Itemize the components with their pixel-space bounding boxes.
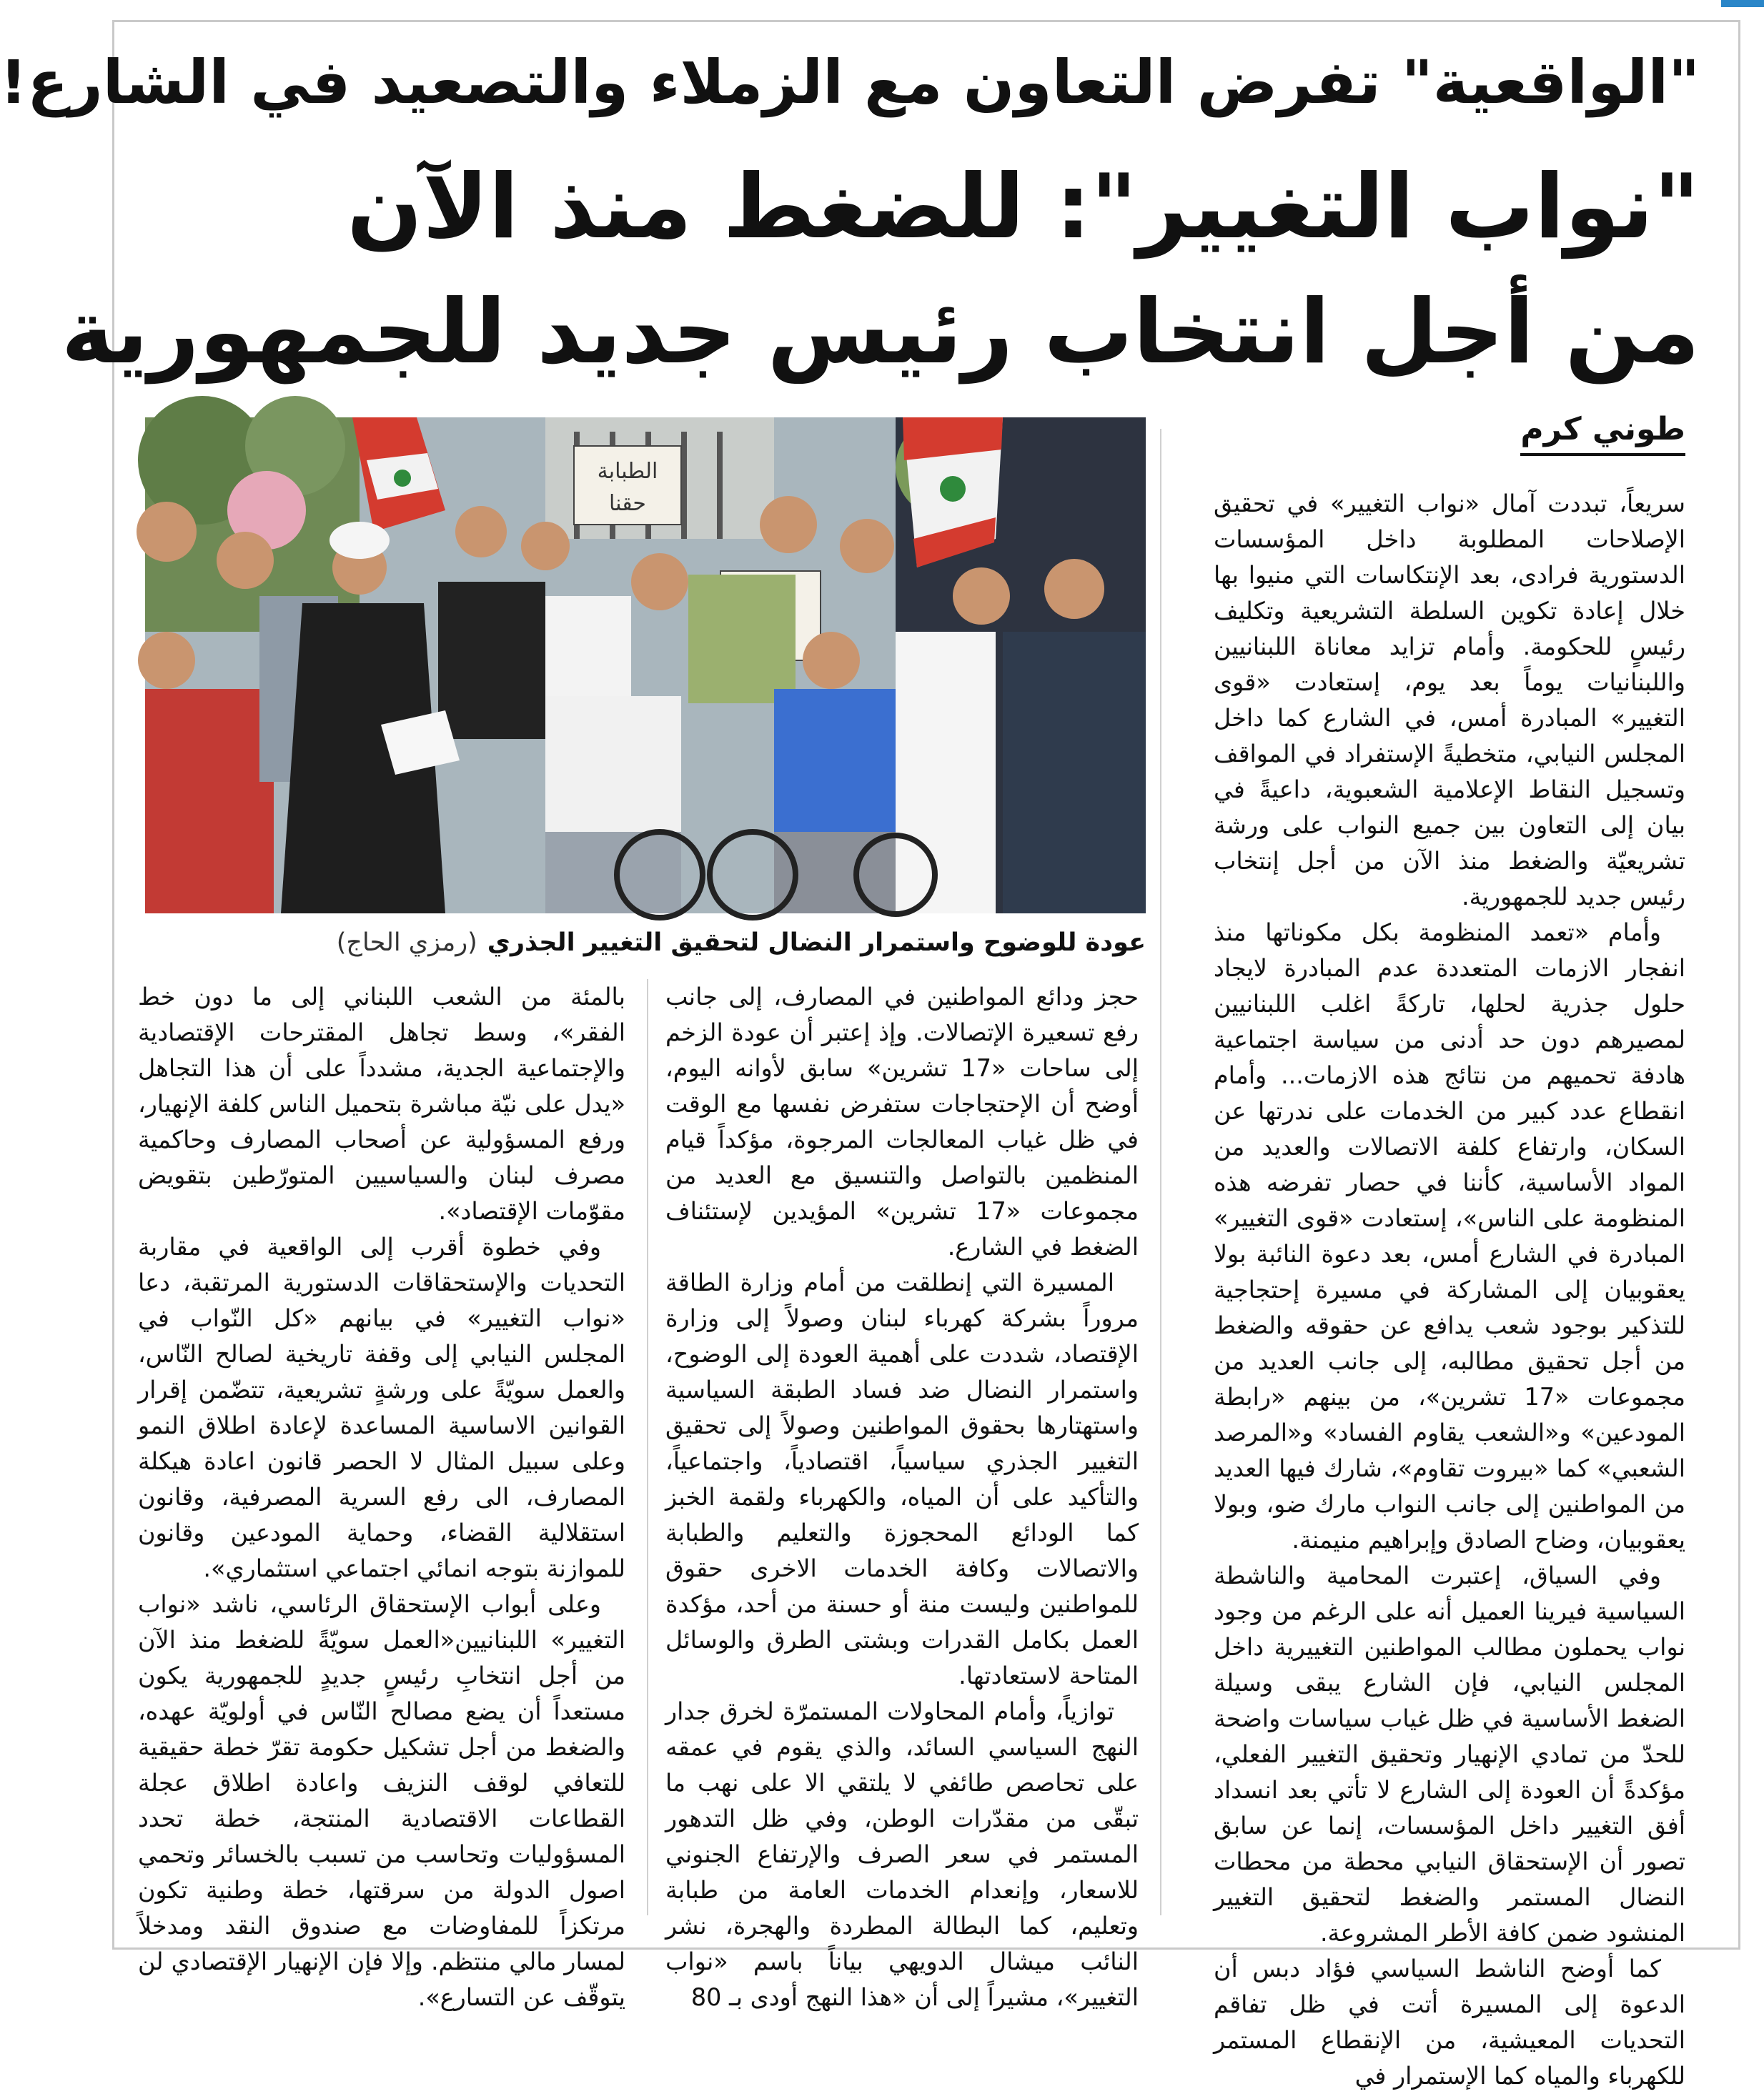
article-column-right bbox=[1214, 486, 1685, 2090]
column-divider-right bbox=[1160, 429, 1161, 1915]
top-accent-bar bbox=[1721, 0, 1764, 7]
paragraph: وأمام «تعمد المنظومة بكل مكوناتها منذ انفجار الازمات المتعددة عدم المبادرة لايجاد حلول جذرية لحلها، تاركةً اغلب اللبنانيين لمصيرهم دون حد أدنى من سياسة اجتماعية هادفة تحميهم من نتائج هذه الازمات... وأمام انقطاع عدد كبير من الخدمات على ندرتها عن السكان، وارتفاع كلفة الاتصالات والعديد من المواد الأساسية، كأننا في حصار تفرضه هذه المنظومة على الناس»، إستعادت «قوى التغيير» المبادرة في الشارع أمس، بعد دعوة النائبة بولا يعقوبيان إلى المشاركة في مسيرة إحتجاجية للتذكير بوجود شعب يدافع عن حقوقه والضغط من أجل تحقيق مطالبه، إلى جانب العديد من مجموعات «17 تشرين»، من بينهم «رابطة المودعين» و«الشعب يقاوم الفساد» و«المرصد الشعبي» كما «بيروت تقاوم»، شارك فيها العديد من المواطنين إلى جانب النواب مارك ضو، وبولا يعقوبيان، وضاح الصادق وإبراهيم منيمنة. bbox=[1214, 918, 1685, 1554]
article-kicker: "الواقعية" تفرض التعاون مع الزملاء والتصعيد في الشارع! bbox=[0, 47, 1700, 117]
sign-healthcare-line1: الطبابة bbox=[597, 459, 658, 484]
paragraph: المسيرة التي إنطلقت من أمام وزارة الطاقة مروراً بشركة كهرباء لبنان وصولاً إلى وزارة الإقتصاد، شددت على أهمية العودة إلى الوضوح، واستمرار النضال ضد فساد الطبقة السياسية واستهتارها بحقوق المواطنين وصولاً إلى تحقيق التغيير الجذري سياسياً، اقتصادياً، واجتماعياً، والتأكيد على أن المياه، والكهرباء ولقمة الخبز كما الودائع المحجوزة والتعليم والطبابة والاتصالات وكافة الخدمات الاخرى حقوق للمواطنين وليست منة أو حسنة من أحد، مؤكدة العمل بكامل القدرات وبشتى الطرق والوسائل المتاحة لاستعادتها. bbox=[665, 1269, 1139, 1689]
paragraph: وفي خطوة أقرب إلى الواقعية في مقاربة التحديات والإستحقاقات الدستورية المرتقبة، دعا «نواب التغيير» في بيانهم «كل النّواب في المجلس النيابي إلى وقفة تاريخية لصالح النّاس، والعمل سويّةً على ورشةٍ تشريعية، تتضّمن إقرار القوانين الاساسية المساعدة لإعادة اطلاق النمو وعلى سبيل المثال لا الحصر قانون اعادة هيكلة المصارف، الى رفع السرية المصرفية، وقانون استقلالية القضاء، وحماية المودعين وقانون للموازنة بتوجه انمائي اجتماعي استثماري». bbox=[138, 1233, 625, 1582]
protest-sign-healthcare bbox=[574, 446, 681, 525]
paragraph: وفي السياق، إعتبرت المحامية والناشطة السياسية فيرينا العميل أنه على الرغم من وجود نواب يحملون مطالب المواطنين التغييرية داخل المجلس النيابي، فإن الشارع يبقى وسيلة الضغط الأساسية في ظل غياب سياسات واضحة للحدّ من تمادي الإنهيار وتحقيق التغيير الفعلي، مؤكدةً أن العودة إلى الشارع لا تأتي بعد انسداد أفق التغيير داخل المؤسسات، إنما عن سابق تصور أن الإستحقاق النيابي محطة من محطات النضال المستمر والضغط لتحقيق التغيير المنشود ضمن كافة الأطر المشروعة. bbox=[1214, 1562, 1685, 1947]
article-column-left bbox=[138, 979, 625, 2011]
article-column-middle bbox=[665, 979, 1139, 2011]
sign-healthcare-line2: حقنا bbox=[609, 491, 646, 516]
headline-line-1: "نواب التغيير": للضغط منذ الآن bbox=[347, 156, 1700, 259]
column-divider-left bbox=[647, 979, 648, 1915]
protest-photo bbox=[145, 417, 1146, 913]
paragraph: كما أوضح الناشط السياسي فؤاد دبس أن الدعوة إلى المسيرة أتت في ظل تفاقم التحديات المعيشية، من الإنقطاع المستمر للكهرباء والمياه كما الإستمرار في bbox=[1214, 1955, 1685, 2090]
headline-line-2: من أجل انتخاب رئيس جديد للجمهورية bbox=[61, 281, 1700, 384]
byline: طوني كرم bbox=[1520, 411, 1685, 456]
photo-caption-text: عودة للوضوح واستمرار النضال لتحقيق التغيير الجذري bbox=[487, 928, 1146, 957]
photo-caption bbox=[145, 926, 1146, 959]
paragraph: توازياً، وأمام المحاولات المستمرّة لخرق جدار النهج السياسي السائد، والذي يقوم في عمقه على تحاصص طائفي لا يلتقي الا على نهب ما تبقّى من مقدّرات الوطن، وفي ظل التدهور المستمر في سعر الصرف والإرتفاع الجنوني للاسعار، وإنعدام الخدمات العامة من طبابة وتعليم، كما البطالة المطردة والهجرة، نشر النائب ميشال الدويهي بياناً باسم «نواب التغيير»، مشيراً إلى أن «هذا النهج أودى بـ 80 bbox=[665, 1697, 1139, 2011]
paragraph: وعلى أبواب الإستحقاق الرئاسي، ناشد «نواب التغيير» اللبنانيين«العمل سويّةً للضغط منذ الآن من أجل انتخابِ رئيسٍ جديدٍ للجمهورية يكون مستعداً أن يضع مصالح النّاس في أولويّة عهده، والضغط من أجل تشكيل حكومة تقرّ خطة حقيقية للتعافي لوقف النزيف واعادة اطلاق عجلة القطاعات الاقتصادية المنتجة، خطة تحدد المسؤوليات وتحاسب من تسبب بالخسائر وتحمي اصول الدولة من سرقتها، خطة وطنية تكون مرتكزاً للمفاوضات مع صندوق النقد ومدخلاً لمسار مالي منتظم. وإلا فإن الإنهيار الإقتصادي لن يتوقّف عن التسارع». bbox=[138, 1590, 625, 2011]
photo-credit: (رمزي الحاج) bbox=[336, 928, 477, 957]
paragraph: حجز ودائع المواطنين في المصارف، إلى جانب رفع تسعيرة الإتصالات. وإذ إعتبر أن عودة الزخم إلى ساحات «17 تشرين» سابق لأوانه اليوم، أوضح أن الإحتجاجات ستفرض نفسها مع الوقت في ظل غياب المعالجات المرجوة، مؤكداً قيام المنظمين بالتواصل والتنسيق مع العديد من مجموعات «17 تشرين» المؤيدين لإستئناف الضغط في الشارع. bbox=[665, 983, 1139, 1261]
paragraph: بالمئة من الشعب اللبناني إلى ما دون خط الفقر»، وسط تجاهل المقترحات الإقتصادية والإجتماعية الجدية، مشدداً على أن هذا التجاهل «يدل على نيّة مباشرة بتحميل الناس كلفة الإنهيار، ورفع المسؤولية عن أصحاب المصارف وحاكمية مصرف لبنان والسياسيين المتورّطين بتقويض مقوّمات الإقتصاد». bbox=[138, 983, 625, 1225]
paragraph: سريعاً، تبددت آمال «نواب التغيير» في تحقيق الإصلاحات المطلوبة داخل المؤسسات الدستورية فرادى، بعد الإنتكاسات التي منيوا بها خلال إعادة تكوين السلطة التشريعية وتكليف رئيسٍ للحكومة. وأمام تزايد معاناة اللبنانيين واللبنانيات يوماً بعد يوم، إستعادت «قوى التغيير» المبادرة أمس، في الشارع كما داخل المجلس النيابي، متخطيةً الإستفراد في المواقف وتسجيل النقاط الإعلامية الشعبوية، داعيةً في بيان إلى التعاون بين جميع النواب على ورشة تشريعيّة والضغط منذ الآن من أجل إنتخاب رئيس جديد للجمهورية. bbox=[1214, 490, 1685, 910]
